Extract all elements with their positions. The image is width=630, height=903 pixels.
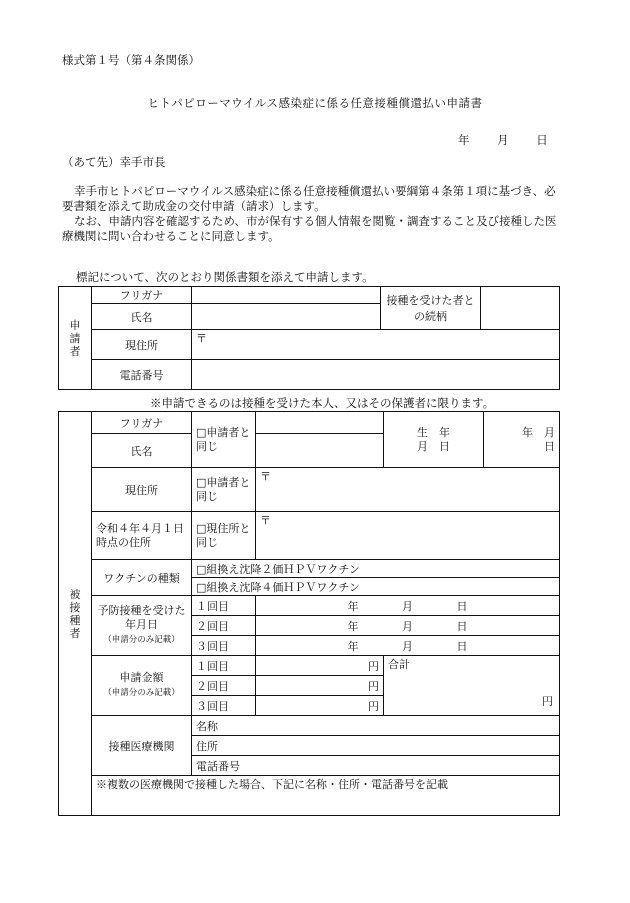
applicant-furigana-field[interactable] — [192, 287, 381, 304]
applicant-table — [58, 286, 560, 390]
clinic-phone-field[interactable]: 電話番号 — [192, 756, 560, 776]
vaccinee-name-label: 氏名 — [92, 434, 192, 468]
amount-label: 申請金額 （申請分のみ記載） — [92, 656, 192, 716]
amount-dose-2-label: ２回目 — [192, 676, 256, 696]
statement — [62, 184, 558, 244]
dose-2-label: ２回目 — [192, 616, 256, 636]
vaccinee-furigana-field[interactable] — [256, 412, 384, 434]
amount-dose-1-label: １回目 — [192, 656, 256, 676]
applicant-address-field[interactable] — [192, 330, 560, 360]
vaccine-type-label: ワクチンの種類 — [92, 560, 192, 596]
vacc-date-note: （申請分のみ記載） — [103, 635, 180, 645]
form-number: 様式第１号（第４条関係） — [62, 53, 200, 67]
postal-mark: 〒 — [260, 470, 271, 483]
amount-note: （申請分のみ記載） — [103, 688, 180, 698]
birth-date-field[interactable]: 年 月 日 — [484, 412, 560, 468]
same-as-applicant-checkbox[interactable]: □申請者と同じ — [192, 412, 256, 468]
vaccinee-address-field[interactable] — [256, 468, 560, 512]
vaccinee-table — [58, 411, 560, 816]
relation-label: 接種を受けた者との続柄 — [381, 287, 481, 330]
vacc-date-label: 予防接種を受けた年月日 （申請分のみ記載） — [92, 596, 192, 656]
dose-3-label: ３回目 — [192, 636, 256, 656]
address-r4-field[interactable] — [256, 512, 560, 560]
document-title: ヒトパピローマウイルス感染症に係る任意接種償還払い申請書 — [147, 96, 483, 110]
amount-dose-1[interactable]: 円 — [256, 656, 384, 676]
applicant-phone-label: 電話番号 — [92, 360, 192, 390]
statement-paragraph-1: 幸手市ヒトパピローマウイルス感染症に係る任意接種償還払い要綱第４条第１項に基づき、必要書類を添えて助成金の交付申請（請求）します。 — [62, 184, 556, 213]
clinic-address-field[interactable]: 住所 — [192, 736, 560, 756]
clinic-note[interactable]: ※複数の医療機関で接種した場合、下記に名称・住所・電話番号を記載 — [92, 776, 560, 816]
applicant-address-label: 現住所 — [92, 330, 192, 360]
applicant-note: ※申請できるのは接種を受けた本人、又はその保護者に限ります。 — [150, 396, 495, 410]
same-as-applicant-address-checkbox[interactable]: □申請者と同じ — [192, 468, 256, 512]
relation-field[interactable] — [481, 287, 560, 330]
amount-dose-3-label: ３回目 — [192, 696, 256, 716]
applicant-name-field[interactable] — [192, 304, 381, 330]
postal-mark: 〒 — [196, 332, 207, 345]
address-r4-label: 令和４年４月１日時点の住所 — [92, 512, 192, 560]
dose-3-date[interactable]: 年 月 日 — [256, 636, 560, 656]
vaccinee-address-label: 現住所 — [92, 468, 192, 512]
vaccine-option-2-valent[interactable]: □組換え沈降２価ＨＰＶワクチン — [192, 560, 560, 578]
date-line: 年 月 日 — [458, 133, 548, 147]
applicant-furigana-label: フリガナ — [92, 287, 192, 304]
same-as-current-address-checkbox[interactable]: □現住所と同じ — [192, 512, 256, 560]
applicant-phone-field[interactable] — [192, 360, 560, 390]
clinic-label: 接種医療機関 — [92, 716, 192, 776]
birth-label: 生 年 月 日 — [384, 412, 484, 468]
clinic-name-field[interactable]: 名称 — [192, 716, 560, 736]
applicant-section-label: 申 請 者 — [59, 287, 92, 390]
vaccinee-name-field[interactable] — [256, 434, 384, 468]
total-yen: 円 — [542, 695, 553, 708]
vaccine-option-4-valent[interactable]: □組換え沈降４価ＨＰＶワクチン — [192, 578, 560, 596]
amount-dose-3[interactable]: 円 — [256, 696, 384, 716]
dose-1-date[interactable]: 年 月 日 — [256, 596, 560, 616]
postal-mark: 〒 — [260, 514, 271, 527]
dose-2-date[interactable]: 年 月 日 — [256, 616, 560, 636]
addressee: （あて先）幸手市長 — [62, 155, 166, 169]
applicant-name-label: 氏名 — [92, 304, 192, 330]
vaccinee-section-label: 被 接 種 者 — [59, 412, 92, 816]
amount-dose-2[interactable]: 円 — [256, 676, 384, 696]
dose-1-label: １回目 — [192, 596, 256, 616]
vaccinee-furigana-label: フリガナ — [92, 412, 192, 434]
lead-text: 標記について、次のとおり関係書類を添えて申請します。 — [76, 270, 374, 284]
statement-paragraph-2: なお、申請内容を確認するため、市が保有する個人情報を閲覧・調査すること及び接種した医療機関に問い合わせることに同意します。 — [62, 214, 557, 243]
amount-total[interactable]: 合計 円 — [384, 656, 560, 716]
